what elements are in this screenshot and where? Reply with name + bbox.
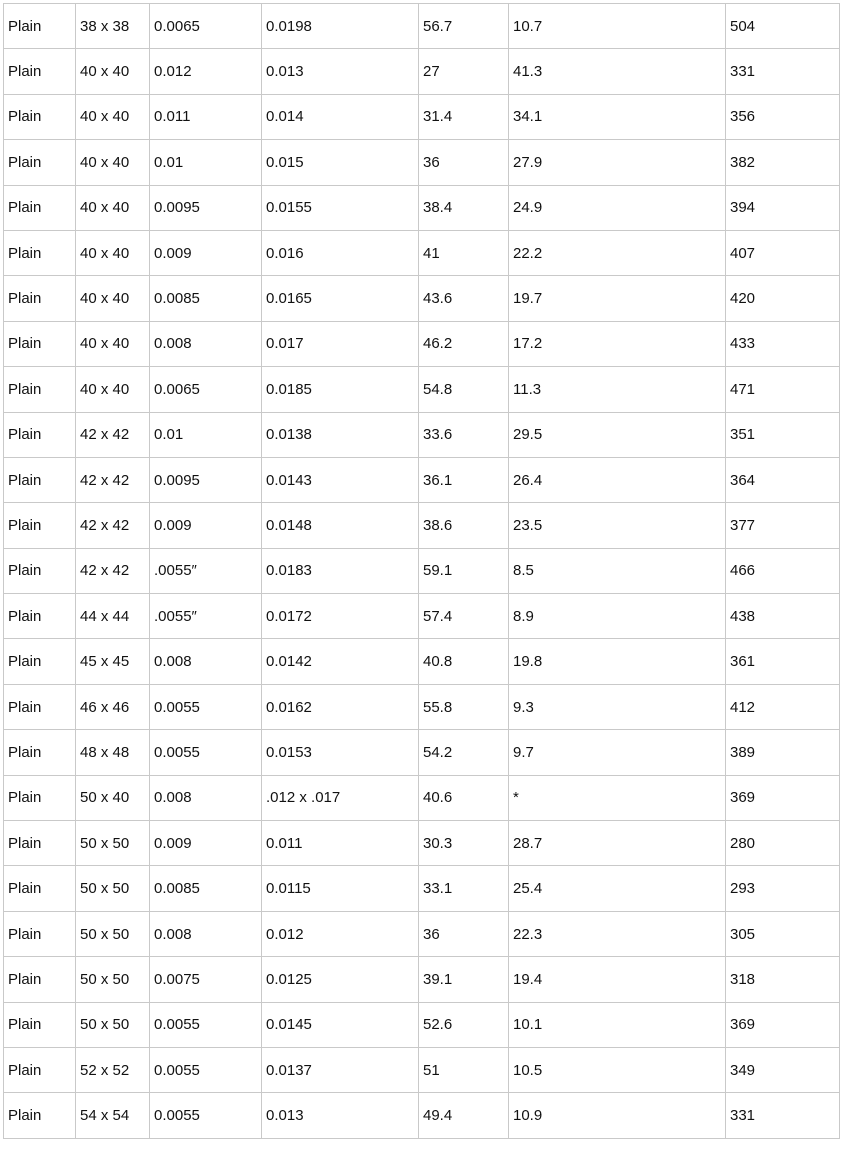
opening-cell: 0.0165 — [262, 276, 419, 321]
weight-cell: 369 — [726, 775, 840, 820]
wire-diameter-cell: 0.0065 — [150, 4, 262, 49]
table-row — [4, 730, 840, 775]
open-area-cell: 36 — [419, 911, 509, 956]
opening-cell: 0.012 — [262, 911, 419, 956]
weight-cell: 394 — [726, 185, 840, 230]
weave-cell: Plain — [4, 1002, 76, 1047]
micron-cell: 10.1 — [509, 1002, 726, 1047]
micron-cell: 10.9 — [509, 1093, 726, 1138]
weight-cell: 438 — [726, 594, 840, 639]
weave-cell: Plain — [4, 730, 76, 775]
mesh-count-cell: 40 x 40 — [76, 367, 150, 412]
wire-diameter-cell: 0.0055 — [150, 730, 262, 775]
opening-cell: 0.016 — [262, 230, 419, 275]
wire-diameter-cell: 0.009 — [150, 230, 262, 275]
open-area-cell: 39.1 — [419, 957, 509, 1002]
mesh-count-cell: 42 x 42 — [76, 412, 150, 457]
micron-cell: 19.4 — [509, 957, 726, 1002]
open-area-cell: 30.3 — [419, 821, 509, 866]
table-row — [4, 412, 840, 457]
opening-cell: .012 x .017 — [262, 775, 419, 820]
table-row — [4, 1047, 840, 1092]
weight-cell: 293 — [726, 866, 840, 911]
micron-cell: 34.1 — [509, 94, 726, 139]
opening-cell: 0.0172 — [262, 594, 419, 639]
opening-cell: 0.0198 — [262, 4, 419, 49]
opening-cell: 0.013 — [262, 1093, 419, 1138]
weight-cell: 433 — [726, 321, 840, 366]
weight-cell: 466 — [726, 548, 840, 593]
table-row — [4, 957, 840, 1002]
mesh-count-cell: 40 x 40 — [76, 49, 150, 94]
open-area-cell: 59.1 — [419, 548, 509, 593]
table-row — [4, 821, 840, 866]
mesh-count-cell: 38 x 38 — [76, 4, 150, 49]
mesh-count-cell: 45 x 45 — [76, 639, 150, 684]
open-area-cell: 46.2 — [419, 321, 509, 366]
wire-diameter-cell: 0.008 — [150, 321, 262, 366]
micron-cell: 11.3 — [509, 367, 726, 412]
wire-diameter-cell: 0.012 — [150, 49, 262, 94]
weight-cell: 364 — [726, 457, 840, 502]
mesh-count-cell: 40 x 40 — [76, 140, 150, 185]
table-row — [4, 503, 840, 548]
wire-diameter-cell: 0.008 — [150, 911, 262, 956]
wire-diameter-cell: 0.01 — [150, 140, 262, 185]
weave-cell: Plain — [4, 957, 76, 1002]
open-area-cell: 33.6 — [419, 412, 509, 457]
wire-diameter-cell: 0.0095 — [150, 185, 262, 230]
wire-diameter-cell: 0.008 — [150, 775, 262, 820]
weight-cell: 471 — [726, 367, 840, 412]
open-area-cell: 41 — [419, 230, 509, 275]
wire-diameter-cell: 0.0095 — [150, 457, 262, 502]
wire-diameter-cell: 0.0055 — [150, 1002, 262, 1047]
weave-cell: Plain — [4, 230, 76, 275]
open-area-cell: 38.6 — [419, 503, 509, 548]
mesh-count-cell: 50 x 40 — [76, 775, 150, 820]
weave-cell: Plain — [4, 4, 76, 49]
mesh-count-cell: 40 x 40 — [76, 276, 150, 321]
wire-diameter-cell: .0055″ — [150, 594, 262, 639]
opening-cell: 0.014 — [262, 94, 419, 139]
weight-cell: 356 — [726, 94, 840, 139]
mesh-spec-table — [3, 3, 840, 1139]
open-area-cell: 38.4 — [419, 185, 509, 230]
micron-cell: 23.5 — [509, 503, 726, 548]
micron-cell: 10.7 — [509, 4, 726, 49]
weight-cell: 351 — [726, 412, 840, 457]
weave-cell: Plain — [4, 1093, 76, 1138]
weave-cell: Plain — [4, 639, 76, 684]
table-row — [4, 321, 840, 366]
weight-cell: 389 — [726, 730, 840, 775]
opening-cell: 0.0138 — [262, 412, 419, 457]
weave-cell: Plain — [4, 94, 76, 139]
opening-cell: 0.0115 — [262, 866, 419, 911]
opening-cell: 0.015 — [262, 140, 419, 185]
table-row — [4, 866, 840, 911]
table-row — [4, 1093, 840, 1138]
mesh-count-cell: 50 x 50 — [76, 957, 150, 1002]
weave-cell: Plain — [4, 821, 76, 866]
table-row — [4, 185, 840, 230]
table-row — [4, 276, 840, 321]
wire-diameter-cell: 0.009 — [150, 821, 262, 866]
micron-cell: 8.9 — [509, 594, 726, 639]
open-area-cell: 40.6 — [419, 775, 509, 820]
table-row — [4, 230, 840, 275]
micron-cell: 29.5 — [509, 412, 726, 457]
open-area-cell: 40.8 — [419, 639, 509, 684]
mesh-count-cell: 42 x 42 — [76, 457, 150, 502]
weave-cell: Plain — [4, 185, 76, 230]
weave-cell: Plain — [4, 412, 76, 457]
table-row — [4, 911, 840, 956]
opening-cell: 0.0185 — [262, 367, 419, 412]
micron-cell: 22.3 — [509, 911, 726, 956]
opening-cell: 0.0125 — [262, 957, 419, 1002]
weight-cell: 412 — [726, 684, 840, 729]
wire-diameter-cell: 0.0075 — [150, 957, 262, 1002]
mesh-count-cell: 42 x 42 — [76, 548, 150, 593]
mesh-count-cell: 42 x 42 — [76, 503, 150, 548]
micron-cell: 10.5 — [509, 1047, 726, 1092]
table-row — [4, 4, 840, 49]
weave-cell: Plain — [4, 49, 76, 94]
micron-cell: 8.5 — [509, 548, 726, 593]
mesh-count-cell: 50 x 50 — [76, 821, 150, 866]
mesh-count-cell: 50 x 50 — [76, 911, 150, 956]
weave-cell: Plain — [4, 684, 76, 729]
weave-cell: Plain — [4, 911, 76, 956]
opening-cell: 0.0183 — [262, 548, 419, 593]
weight-cell: 420 — [726, 276, 840, 321]
table-row — [4, 367, 840, 412]
weave-cell: Plain — [4, 775, 76, 820]
micron-cell: 27.9 — [509, 140, 726, 185]
weight-cell: 331 — [726, 49, 840, 94]
mesh-count-cell: 40 x 40 — [76, 230, 150, 275]
open-area-cell: 51 — [419, 1047, 509, 1092]
wire-diameter-cell: 0.01 — [150, 412, 262, 457]
micron-cell: 28.7 — [509, 821, 726, 866]
wire-diameter-cell: .0055″ — [150, 548, 262, 593]
weight-cell: 305 — [726, 911, 840, 956]
table-row — [4, 684, 840, 729]
table-row — [4, 594, 840, 639]
open-area-cell: 31.4 — [419, 94, 509, 139]
opening-cell: 0.0143 — [262, 457, 419, 502]
mesh-count-cell: 50 x 50 — [76, 866, 150, 911]
wire-diameter-cell: 0.0085 — [150, 276, 262, 321]
wire-diameter-cell: 0.0055 — [150, 1047, 262, 1092]
weave-cell: Plain — [4, 457, 76, 502]
opening-cell: 0.0145 — [262, 1002, 419, 1047]
weight-cell: 331 — [726, 1093, 840, 1138]
opening-cell: 0.0153 — [262, 730, 419, 775]
mesh-count-cell: 44 x 44 — [76, 594, 150, 639]
micron-cell: 24.9 — [509, 185, 726, 230]
micron-cell: 9.7 — [509, 730, 726, 775]
weight-cell: 382 — [726, 140, 840, 185]
weight-cell: 504 — [726, 4, 840, 49]
weave-cell: Plain — [4, 503, 76, 548]
wire-diameter-cell: 0.008 — [150, 639, 262, 684]
table-row — [4, 457, 840, 502]
weave-cell: Plain — [4, 1047, 76, 1092]
table-body — [4, 4, 840, 1139]
micron-cell: 17.2 — [509, 321, 726, 366]
wire-diameter-cell: 0.0065 — [150, 367, 262, 412]
mesh-count-cell: 46 x 46 — [76, 684, 150, 729]
opening-cell: 0.0137 — [262, 1047, 419, 1092]
micron-cell: 41.3 — [509, 49, 726, 94]
weight-cell: 361 — [726, 639, 840, 684]
open-area-cell: 43.6 — [419, 276, 509, 321]
weight-cell: 407 — [726, 230, 840, 275]
table-row — [4, 548, 840, 593]
weight-cell: 318 — [726, 957, 840, 1002]
table-row — [4, 1002, 840, 1047]
mesh-count-cell: 54 x 54 — [76, 1093, 150, 1138]
mesh-count-cell: 40 x 40 — [76, 185, 150, 230]
micron-cell: 26.4 — [509, 457, 726, 502]
open-area-cell: 54.2 — [419, 730, 509, 775]
wire-diameter-cell: 0.0055 — [150, 1093, 262, 1138]
opening-cell: 0.0155 — [262, 185, 419, 230]
table-row — [4, 140, 840, 185]
weight-cell: 280 — [726, 821, 840, 866]
micron-cell: 22.2 — [509, 230, 726, 275]
micron-cell: 9.3 — [509, 684, 726, 729]
mesh-count-cell: 48 x 48 — [76, 730, 150, 775]
opening-cell: 0.011 — [262, 821, 419, 866]
open-area-cell: 56.7 — [419, 4, 509, 49]
open-area-cell: 55.8 — [419, 684, 509, 729]
mesh-count-cell: 50 x 50 — [76, 1002, 150, 1047]
open-area-cell: 36.1 — [419, 457, 509, 502]
opening-cell: 0.0162 — [262, 684, 419, 729]
table-row — [4, 639, 840, 684]
mesh-count-cell: 40 x 40 — [76, 94, 150, 139]
weave-cell: Plain — [4, 321, 76, 366]
open-area-cell: 52.6 — [419, 1002, 509, 1047]
opening-cell: 0.0148 — [262, 503, 419, 548]
open-area-cell: 49.4 — [419, 1093, 509, 1138]
weight-cell: 369 — [726, 1002, 840, 1047]
weight-cell: 349 — [726, 1047, 840, 1092]
table-row — [4, 775, 840, 820]
open-area-cell: 27 — [419, 49, 509, 94]
mesh-count-cell: 52 x 52 — [76, 1047, 150, 1092]
micron-cell: * — [509, 775, 726, 820]
open-area-cell: 33.1 — [419, 866, 509, 911]
weave-cell: Plain — [4, 594, 76, 639]
mesh-count-cell: 40 x 40 — [76, 321, 150, 366]
weave-cell: Plain — [4, 866, 76, 911]
open-area-cell: 54.8 — [419, 367, 509, 412]
weave-cell: Plain — [4, 276, 76, 321]
wire-diameter-cell: 0.009 — [150, 503, 262, 548]
table-row — [4, 94, 840, 139]
wire-diameter-cell: 0.0055 — [150, 684, 262, 729]
weave-cell: Plain — [4, 140, 76, 185]
open-area-cell: 57.4 — [419, 594, 509, 639]
opening-cell: 0.017 — [262, 321, 419, 366]
opening-cell: 0.0142 — [262, 639, 419, 684]
wire-diameter-cell: 0.0085 — [150, 866, 262, 911]
weave-cell: Plain — [4, 367, 76, 412]
table-row — [4, 49, 840, 94]
micron-cell: 19.8 — [509, 639, 726, 684]
opening-cell: 0.013 — [262, 49, 419, 94]
open-area-cell: 36 — [419, 140, 509, 185]
micron-cell: 19.7 — [509, 276, 726, 321]
wire-diameter-cell: 0.011 — [150, 94, 262, 139]
weave-cell: Plain — [4, 548, 76, 593]
micron-cell: 25.4 — [509, 866, 726, 911]
weight-cell: 377 — [726, 503, 840, 548]
